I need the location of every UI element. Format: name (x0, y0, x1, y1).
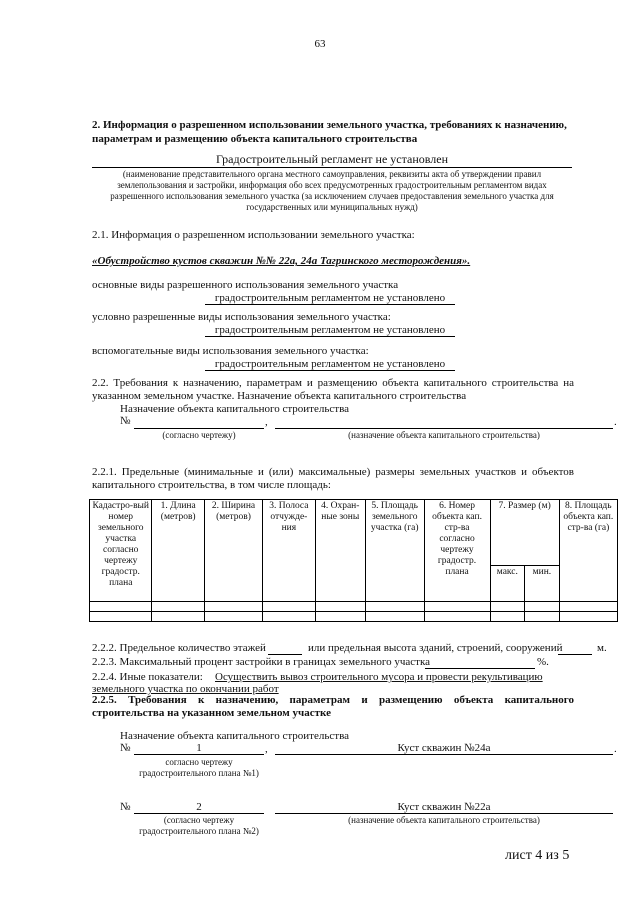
object-1-caption: согласно чертежу градостроительного плана №1) (139, 757, 259, 778)
col-length: 1. Длина (метров) (152, 500, 204, 602)
col-size-min: мин. (525, 566, 560, 602)
col-cadastral: Кадастро-вый номер земельного участка согласно чертежу градостр. плана (90, 500, 152, 602)
col-size: 7. Размер (м) (490, 500, 559, 566)
other-indicators-label: 2.2.4. Иные показатели: (92, 671, 203, 683)
col-object-area: 8. Площадь объекта кап. стр-ва (га) (559, 500, 617, 602)
main-uses-label: основные виды разрешенного использования земельного участка (92, 279, 399, 291)
parameters-table (89, 499, 618, 622)
floors-line (268, 654, 302, 655)
object-2-caption: (согласно чертежу градостроительного плана №2) (139, 815, 259, 836)
purpose-label: Назначение объекта капитального строительства (120, 403, 350, 415)
main-uses-value: градостроительным регламентом не установлено (205, 292, 455, 305)
height-label: или предельная высота зданий, строений, сооружений (308, 642, 563, 654)
comma: , (265, 416, 268, 428)
caption-purpose: (назначение объекта капитального строительства) (348, 430, 540, 440)
section-2-title: 2. Информация о разрешенном использовании земельного участка, требованиях к назначению, параметрам и размещению объекта капитального строительства (92, 119, 567, 145)
number-sign-2: № (120, 801, 131, 813)
section-2-1-heading: 2.1. Информация о разрешенном использовании земельного участка: (92, 229, 415, 241)
table-row (90, 612, 618, 622)
dot-1: . (614, 743, 617, 755)
max-coverage-line (425, 668, 535, 669)
table-row (90, 602, 618, 612)
col-protection-zones: 4. Охран-ные зоны (315, 500, 365, 602)
caption-drawing: (согласно чертежу) (162, 430, 236, 440)
col-size-max: макс. (490, 566, 525, 602)
purpose-label-2: Назначение объекта капитального строительства (120, 730, 350, 742)
reglament-caption: (наименование представительного органа местного самоуправления, реквизиты акта об утверждении правил землепользования и застройки, информация обо всех предусмотренных градостроительным регламентом видах разрешенного использования земельного участка (за исключением случаев предоставления земельного участка для государственных или муниципальных нужд) (110, 169, 554, 212)
col-plot-area: 5. Площадь земельного участка (га) (365, 500, 424, 602)
col-width: 2. Ширина (метров) (204, 500, 262, 602)
auxiliary-uses-label: вспомогательные виды использования земельного участка: (92, 345, 369, 357)
section-2-2-1-heading: 2.2.1. Предельные (минимальные и (или) максимальные) размеры земельных участков и объектов капитального строительства, в том числе площадь: (92, 466, 574, 491)
reglament-value: Градостроительный регламент не установлен (92, 152, 572, 168)
section-2-2-5-heading: 2.2.5. Требования к назначению, параметрам и размещению объекта капитального строительства на указанном земельном участке (92, 694, 574, 719)
number-sign-1: № (120, 742, 131, 754)
sheet-number: лист 4 из 5 (505, 848, 570, 863)
comma-1: , (265, 743, 268, 755)
object-1-number: 1 (134, 742, 264, 755)
object-2-name: Куст скважин №22а (275, 801, 613, 814)
object-2-number: 2 (134, 801, 264, 814)
other-indicators-value: Осуществить вывоз строительного мусора и провести рекультивацию земельного участка по окончании работ (92, 671, 543, 695)
number-sign: № (120, 415, 131, 427)
auxiliary-uses-value: градостроительным регламентом не установлено (205, 358, 455, 371)
height-line (558, 654, 592, 655)
drawing-number-line (134, 428, 264, 429)
object-name: «Обустройство кустов скважин №№ 22а, 24а Тагринского месторождения». (92, 255, 471, 267)
conditional-uses-value: градостроительным регламентом не установлено (205, 324, 455, 337)
object-2-purpose-caption: (назначение объекта капитального строительства) (348, 815, 540, 825)
max-coverage-label: 2.2.3. Максимальный процент застройки в границах земельного участка (92, 656, 431, 668)
dot: . (614, 416, 617, 428)
conditional-uses-label: условно разрешенные виды использования земельного участка: (92, 311, 391, 323)
height-unit: м. (597, 642, 607, 654)
col-object-number: 6. Номер объекта кап. стр-ва согласно чертежу градостр. плана (424, 500, 490, 602)
page-number: 63 (314, 38, 326, 50)
purpose-line (275, 428, 613, 429)
floors-label: 2.2.2. Предельное количество этажей (92, 642, 266, 654)
max-coverage-unit: %. (537, 656, 549, 668)
section-2-2-heading: 2.2. Требования к назначению, параметрам и размещению объекта капитального строительства на указанном земельном участке. Назначение объекта капитального строительства (92, 377, 574, 402)
object-1-name: Куст скважин №24а (275, 742, 613, 755)
col-exclusion-strip: 3. Полоса отчужде-ния (263, 500, 316, 602)
